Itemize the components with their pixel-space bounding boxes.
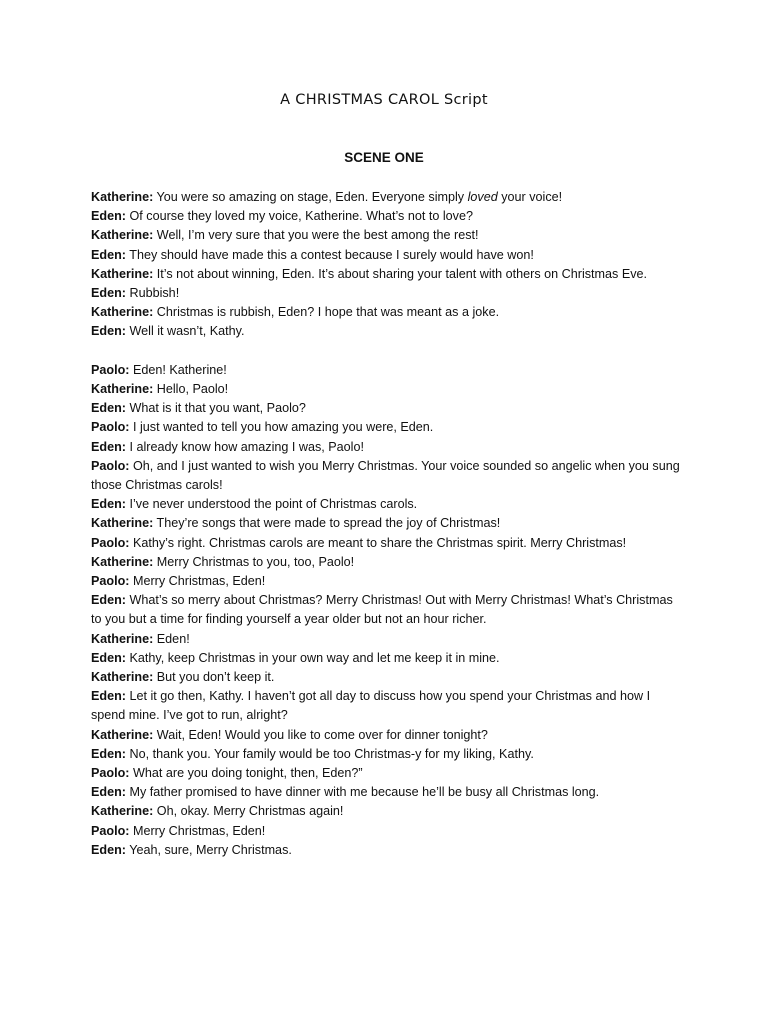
speaker-name: Eden:	[91, 401, 126, 416]
dialogue-line	[91, 572, 681, 591]
dialogue-line	[91, 553, 681, 572]
dialogue-text: What are you doing tonight, then, Eden?”	[129, 766, 363, 781]
dialogue-line	[91, 630, 681, 649]
speaker-name: Eden:	[91, 842, 126, 857]
dialogue-line	[91, 745, 681, 764]
dialogue-text: Let it go then, Kathy. I haven’t got all day to discuss how you spend your Christmas and how I spend mine. I’ve got to run, alright?	[91, 689, 651, 723]
speaker-name: Paolo:	[91, 823, 130, 838]
dialogue-text: What is it that you want, Paolo?	[125, 401, 306, 416]
dialogue-line	[91, 514, 681, 533]
dialogue-text: Kathy, keep Christmas in your own way and let me keep it in mine.	[125, 650, 500, 665]
speaker-name: Katherine:	[91, 190, 154, 204]
dialogue-line	[91, 399, 681, 418]
dialogue-text: I just wanted to tell you how amazing you were, Eden.	[129, 420, 434, 435]
dialogue-line	[91, 284, 681, 303]
dialogue-line	[91, 207, 681, 226]
speaker-name: Katherine:	[91, 804, 154, 819]
speaker-name: Eden:	[91, 209, 126, 224]
dialogue-text: Merry Christmas, Eden!	[129, 574, 266, 589]
speaker-name: Katherine:	[91, 554, 154, 569]
speaker-name: Eden:	[91, 650, 126, 665]
dialogue-line	[91, 226, 681, 245]
dialogue-line	[91, 687, 681, 725]
speaker-name: Katherine:	[91, 228, 154, 243]
dialogue-line	[91, 783, 681, 802]
speaker-name: Katherine:	[91, 670, 154, 685]
dialogue-text: It’s not about winning, Eden. It’s about sharing your talent with others on Christmas Eve.	[153, 266, 648, 281]
speaker-name: Eden:	[91, 286, 126, 301]
dialogue-text: Kathy’s right. Christmas carols are meant to share the Christmas spirit. Merry Christmas!	[129, 535, 627, 550]
speaker-name: Katherine:	[91, 305, 154, 320]
dialogue-text: You were so amazing on stage, Eden. Everyone simply	[153, 190, 468, 204]
speaker-name: Paolo:	[91, 420, 130, 435]
dialogue-text: My father promised to have dinner with me because he’ll be busy all Christmas long.	[125, 785, 600, 800]
dialogue-text: Oh, and I just wanted to wish you Merry Christmas. Your voice sounded so angelic when you sung those Christmas carols!	[91, 458, 680, 493]
dialogue-line	[91, 265, 681, 284]
speaker-name: Eden:	[91, 439, 126, 454]
dialogue-line	[91, 246, 681, 265]
dialogue-text: I already know how amazing I was, Paolo!	[125, 439, 364, 454]
dialogue-text: Merry Christmas, Eden!	[129, 823, 266, 838]
speaker-name: Eden:	[91, 689, 126, 704]
dialogue-text: Eden! Katherine!	[129, 362, 227, 377]
emphasized-text: loved	[467, 190, 498, 204]
dialogue-line	[91, 668, 681, 687]
dialogue-block	[91, 188, 681, 860]
dialogue-text: They’re songs that were made to spread the joy of Christmas!	[153, 516, 501, 531]
speaker-name: Eden:	[91, 324, 126, 339]
dialogue-text: Eden!	[153, 631, 190, 646]
section-break	[91, 342, 681, 361]
dialogue-line	[91, 802, 681, 821]
dialogue-line	[91, 822, 681, 841]
dialogue-line	[91, 361, 681, 380]
dialogue-line	[91, 534, 681, 553]
speaker-name: Eden:	[91, 746, 126, 761]
dialogue-line	[91, 438, 681, 457]
dialogue-line	[91, 495, 681, 514]
speaker-name: Eden:	[91, 593, 126, 608]
speaker-name: Paolo:	[91, 535, 130, 550]
document-title: A CHRISTMAS CAROL Script	[280, 92, 488, 108]
dialogue-text: But you don’t keep it.	[153, 670, 275, 685]
speaker-name: Katherine:	[91, 727, 154, 742]
dialogue-line	[91, 841, 681, 860]
speaker-name: Eden:	[91, 785, 126, 800]
dialogue-text: Wait, Eden! Would you like to come over for dinner tonight?	[153, 727, 488, 742]
speaker-name: Katherine:	[91, 382, 154, 397]
speaker-name: Katherine:	[91, 266, 154, 281]
speaker-name: Eden:	[91, 247, 126, 262]
dialogue-text: Christmas is rubbish, Eden? I hope that was meant as a joke.	[153, 305, 500, 320]
dialogue-line	[91, 591, 681, 629]
dialogue-line	[91, 726, 681, 745]
dialogue-line	[91, 322, 681, 341]
dialogue-text: They should have made this a contest because I surely would have won!	[125, 247, 534, 262]
dialogue-line	[91, 188, 681, 207]
dialogue-text: Oh, okay. Merry Christmas again!	[153, 804, 344, 819]
dialogue-text: your voice!	[497, 190, 563, 204]
dialogue-line	[91, 380, 681, 399]
speaker-name: Paolo:	[91, 362, 130, 377]
speaker-name: Katherine:	[91, 516, 154, 531]
dialogue-text: Well, I’m very sure that you were the best among the rest!	[153, 228, 479, 243]
dialogue-text: Rubbish!	[125, 286, 180, 301]
scene-heading: SCENE ONE	[344, 150, 424, 165]
dialogue-line	[91, 303, 681, 322]
speaker-name: Paolo:	[91, 458, 130, 473]
speaker-name: Katherine:	[91, 631, 154, 646]
speaker-name: Paolo:	[91, 766, 130, 781]
dialogue-text: Yeah, sure, Merry Christmas.	[125, 842, 292, 857]
dialogue-text: Merry Christmas to you, too, Paolo!	[153, 554, 355, 569]
dialogue-text: Hello, Paolo!	[153, 382, 229, 397]
dialogue-text: What’s so merry about Christmas? Merry Christmas! Out with Merry Christmas! What’s Christmas to you but a time for finding yourself a year older but not an hour richer.	[91, 593, 673, 627]
dialogue-line	[91, 457, 681, 495]
speaker-name: Paolo:	[91, 574, 130, 589]
dialogue-text: Of course they loved my voice, Katherine. What’s not to love?	[125, 209, 473, 224]
dialogue-line	[91, 649, 681, 668]
dialogue-line	[91, 764, 681, 783]
speaker-name: Eden:	[91, 497, 126, 512]
dialogue-line	[91, 418, 681, 437]
dialogue-text: Well it wasn’t, Kathy.	[125, 324, 245, 339]
dialogue-text: No, thank you. Your family would be too Christmas-y for my liking, Kathy.	[125, 746, 534, 761]
dialogue-text: I’ve never understood the point of Christmas carols.	[125, 497, 418, 512]
